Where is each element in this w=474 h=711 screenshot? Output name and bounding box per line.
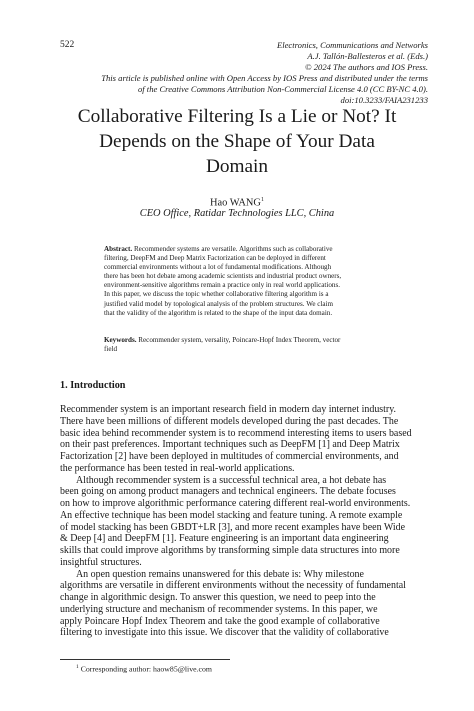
body-line: algorithms are versatile in different environments without the necessity of fundamental — [60, 580, 406, 592]
keywords — [104, 336, 380, 354]
abstract-line: there has been hot debate among academic scientists and industrial product owners, — [104, 272, 342, 281]
body-line: Recommender system is an important research field in modern day internet industry. — [60, 404, 397, 415]
title-line: Domain — [205, 156, 269, 177]
page-number: 522 — [60, 40, 75, 50]
body-line: apply Poincare Hopf Index Theorem and take the good example of collaborative — [60, 615, 380, 627]
abstract-line: commercial environments without a lot of fundamental modifications. Although — [104, 263, 332, 272]
keywords-label: Keywords. — [104, 336, 137, 344]
body-text — [60, 404, 430, 639]
body-line: insightful structures. — [60, 556, 142, 568]
footnote-mark: 1 — [76, 664, 79, 670]
body-line: An effective technique has been model stacking and feature tuning. A remote example — [60, 509, 403, 521]
header-line: This article is published online with Open Access by IOS Press and distributed under the terms — [101, 73, 428, 83]
body-line: the performance has been tested in real-world applications. — [60, 462, 295, 474]
body-line: There have been millions of different models developed during the past decades. The — [60, 415, 399, 427]
body-line: skills that could improve algorithms by transforming simple data structures into more — [60, 545, 400, 556]
header-doi: doi:10.3233/FAIA231233 — [340, 95, 428, 105]
abstract — [104, 245, 380, 318]
body-line: Although recommender system is a successful technical area, a hot debate has — [76, 474, 387, 486]
body-line: An open question remains unanswered for this debate is: Why milestone — [76, 568, 364, 580]
body-line: underlying structure and mechanism of recommender systems. In this paper, we — [60, 603, 378, 615]
paper-title — [50, 104, 424, 179]
footnote-divider — [60, 659, 230, 660]
body-line: on their past preferences. Important techniques such as DeepFM [1] and Deep Matrix — [60, 439, 400, 451]
affiliation: CEO Office, Ratidar Technologies LLC, China — [139, 208, 335, 219]
abstract-line: Recommender systems are versatile. Algorithms such as collaborative — [132, 245, 333, 253]
body-line: change in algorithmic design. To answer this question, we need to peep into the — [60, 592, 376, 603]
body-line: basic idea behind recommender system is to recommend interesting items to users based — [60, 427, 412, 439]
header-line: of the Creative Commons Attribution Non-Commercial License 4.0 (CC BY-NC 4.0). — [137, 84, 428, 94]
author-name: Hao WANG — [210, 197, 261, 209]
body-line: on how to improve algorithmic performance catering different real-world environments. — [60, 498, 411, 509]
abstract-label: Abstract. — [104, 245, 133, 253]
abstract-line: In this paper, we discuss the topic whether collaborative filtering algorithm is a — [104, 290, 329, 299]
body-line: filtering to investigate into this issue. We discover that the validity of collaborative — [60, 627, 389, 639]
body-line: been going on among product managers and technical engineers. The debate focuses — [60, 486, 396, 498]
section-heading: 1. Introduction — [60, 380, 126, 391]
publication-header — [68, 40, 428, 106]
body-line: of model stacking has been GBDT+LR [3], and more recent examples have been Wide — [60, 521, 405, 533]
abstract-line: filtering, DeepFM and Deep Matrix Factorization can be deployed in different — [104, 254, 326, 263]
author-footnote-mark: 1 — [260, 197, 264, 203]
header-line: A.J. Tallón-Ballesteros et al. (Eds.) — [307, 51, 428, 61]
abstract-line: justified valid model by topological analysis of the problem structures. We claim — [104, 299, 334, 308]
body-line: Factorization [2] have been deployed in multitudes of commercial environments, and — [60, 451, 399, 462]
header-line: Electronics, Communications and Networks — [276, 40, 428, 50]
keywords-line: field — [104, 345, 117, 354]
abstract-line: that the validity of the algorithm is related to the shape of the input data domain. — [104, 308, 333, 317]
abstract-line: environment-sensitive algorithms remain a practice only in real world applications. — [104, 281, 340, 290]
body-line: & Deep [4] and DeepFM [1]. Feature engineering is an important data engineering — [60, 533, 389, 545]
footnote-text: Corresponding author: haow85@live.com — [80, 664, 212, 674]
footnote — [76, 664, 212, 674]
keywords-line: Recommender system, versality, Poincare-Hopf Index Theorem, vector — [136, 336, 341, 344]
header-line: © 2024 The authors and IOS Press. — [305, 62, 428, 72]
title-line: Depends on the Shape of Your Data — [99, 131, 375, 152]
title-line: Collaborative Filtering Is a Lie or Not? It — [77, 106, 397, 127]
